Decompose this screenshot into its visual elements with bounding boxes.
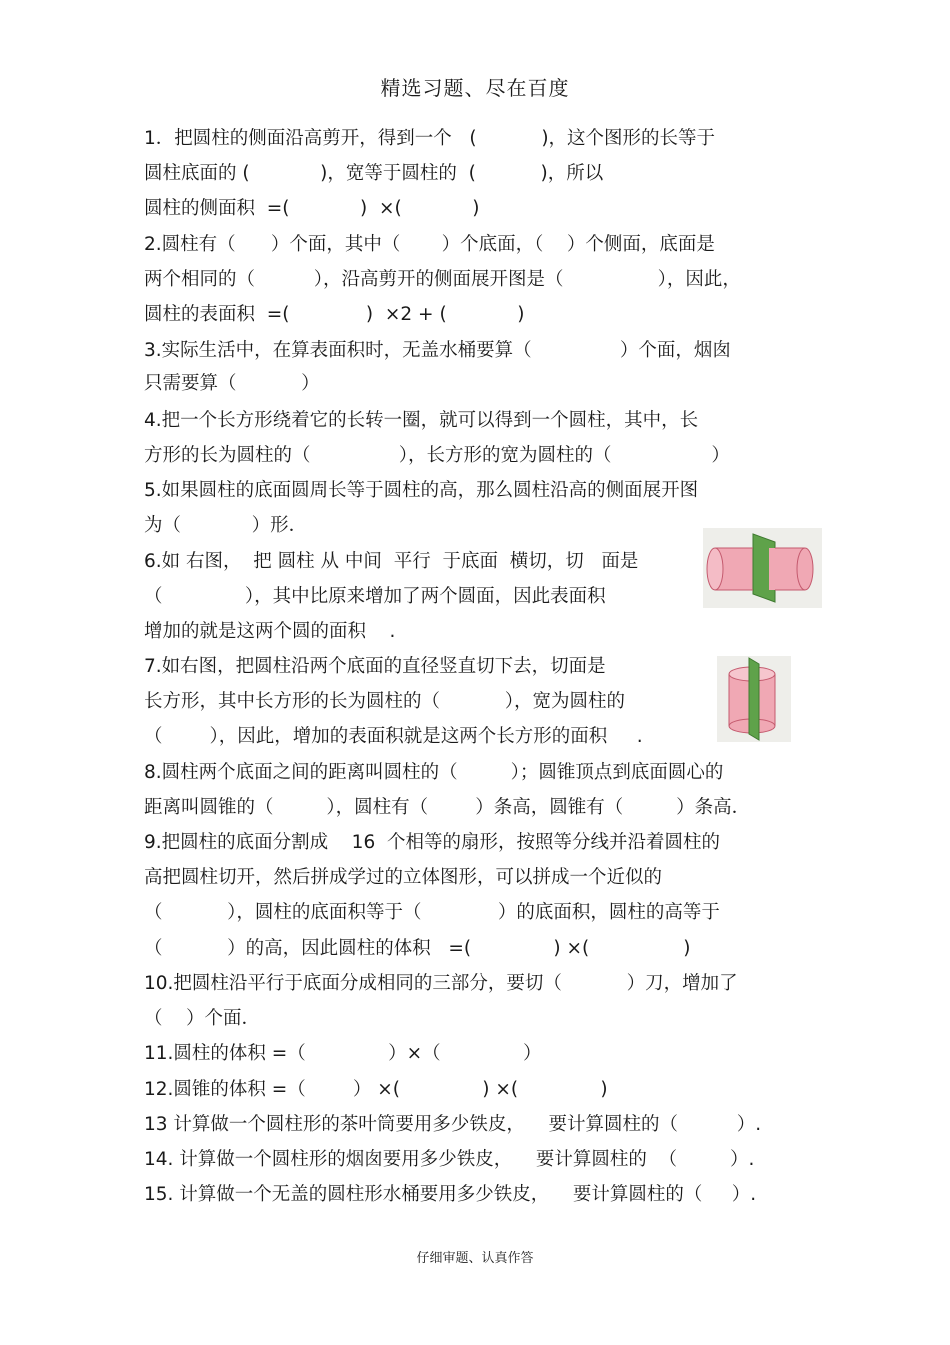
text-line: 只需要算（ ） (144, 373, 320, 394)
text-line: 圆柱的侧面积 =( ) ×( ) (144, 198, 480, 219)
text-line: 圆柱底面的 ( )，宽等于圆柱的 ( )，所以 (144, 163, 604, 184)
text-line: 14. 计算做一个圆柱形的烟囱要用多少铁皮， 要计算圆柱的 （ ）. (144, 1149, 755, 1170)
text-line: 7.如右图，把圆柱沿两个底面的直径竖直切下去，切面是 (144, 656, 606, 677)
text-line: 长方形，其中长方形的长为圆柱的（ ），宽为圆柱的 (144, 691, 625, 712)
text-line: 2.圆柱有（ ）个面，其中（ ）个底面，（ ）个侧面，底面是 (144, 234, 715, 255)
text-line: 两个相同的（ ），沿高剪开的侧面展开图是（ ），因此， (144, 269, 741, 290)
text-line: 4.把一个长方形绕着它的长转一圈，就可以得到一个圆柱，其中，长 (144, 410, 699, 431)
text-line: 高把圆柱切开，然后拼成学过的立体图形，可以拼成一个近似的 (144, 867, 663, 888)
text-line: （ ）个面． (144, 1008, 261, 1029)
text-line: 为（ ）形． (144, 515, 308, 536)
text-line: 15. 计算做一个无盖的圆柱形水桶要用多少铁皮， 要计算圆柱的（ ）. (144, 1184, 757, 1205)
text-line: 5.如果圆柱的底面圆周长等于圆柱的高，那么圆柱沿高的侧面展开图 (144, 480, 699, 501)
text-line: 13 计算做一个圆柱形的茶叶筒要用多少铁皮， 要计算圆柱的（ ）. (144, 1114, 762, 1135)
text-line: 9.把圆柱的底面分割成 16 个相等的扇形，按照等分线并沿着圆柱的 (144, 832, 720, 853)
text-line: 增加的就是这两个圆的面积 . (144, 621, 396, 642)
cylinder-horizontal-cut-figure (703, 528, 822, 608)
text-line: 10.把圆柱沿平行于底面分成相同的三部分，要切（ ）刀，增加了 (144, 973, 738, 994)
text-line: 3.实际生活中，在算表面积时，无盖水桶要算（ ）个面，烟囱 (144, 340, 731, 361)
text-line: 1．把圆柱的侧面沿高剪开，得到一个 ( )，这个图形的长等于 (144, 128, 716, 149)
text-line: 12.圆锥的体积 =（ ） ×( ) ×( ) (144, 1079, 608, 1100)
text-line: 8.圆柱两个底面之间的距离叫圆柱的（ ）；圆锥顶点到底面圆心的 (144, 762, 724, 783)
text-line: 圆柱的表面积 =( ) ×2 + ( ) (144, 304, 525, 325)
text-line: （ ），圆柱的底面积等于（ ）的底面积，圆柱的高等于 (144, 902, 720, 923)
cylinder-vertical-cut-figure (717, 656, 791, 742)
text-line: （ ），其中比原来增加了两个圆面，因此表面积 (144, 586, 606, 607)
text-line: 方形的长为圆柱的（ ），长方形的宽为圆柱的（ ） (144, 445, 730, 466)
page-footer: 仔细审题、认真作答 (416, 1251, 534, 1266)
text-line: 6.如 右图， 把 圆柱 从 中间 平行 于底面 横切，切 面是 (144, 551, 639, 572)
text-line: （ ）的高，因此圆柱的体积 =( ) ×( ) (144, 938, 691, 959)
text-line: （ ），因此，增加的表面积就是这两个长方形的面积 . (144, 726, 643, 747)
text-line: 11.圆柱的体积 =（ ）×（ ） (144, 1043, 542, 1064)
text-line: 距离叫圆锥的（ ），圆柱有（ ）条高，圆锥有（ ）条高． (144, 797, 751, 818)
page-header: 精选习题、尽在百度 (380, 76, 570, 100)
